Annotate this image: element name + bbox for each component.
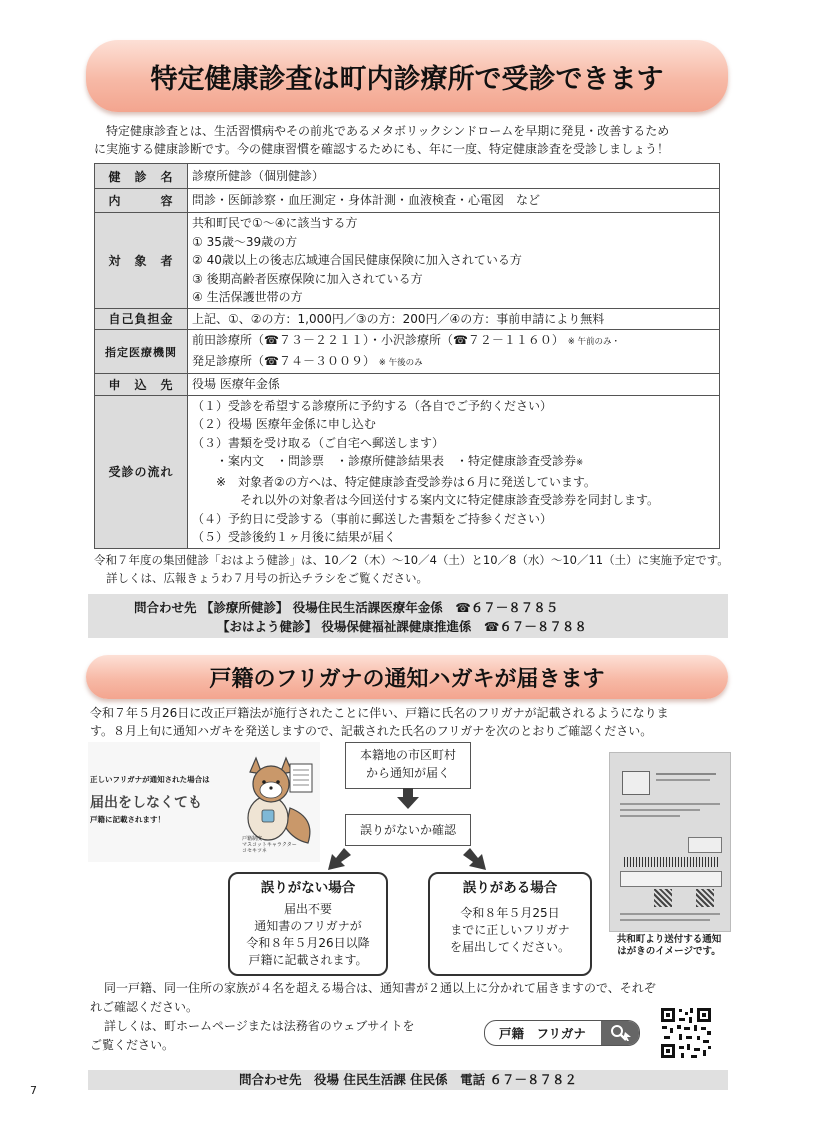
search-button[interactable] (601, 1021, 639, 1045)
section1-banner (86, 40, 728, 112)
flow-line: それ以外の対象者は今回送付する案内文に特定健康診査受診券を同封します。 (192, 493, 660, 507)
qr-code-graphic (659, 1006, 713, 1060)
mascot-name1: 戸籍制度 (242, 836, 263, 842)
section1-intro (94, 122, 734, 158)
flow-line: ※ 対象者②の方へは、特定健康診査受診券は６月に発送しています。 (192, 474, 596, 489)
qr-code-icon (654, 889, 672, 907)
flow-line: （１）受診を希望する診療所に予約する（各自でご予約ください） (192, 398, 553, 413)
fox-mascot-icon (228, 748, 318, 848)
qr-code-icon[interactable] (659, 1006, 713, 1060)
note-line1: 令和７年度の集団健診「おはよう健診」は、10／2（木）～10／4（土）と10／8（水）～10／11（土）に実施予定です。 (94, 553, 729, 567)
cost-value: 上記、①、②の方：1,000円／③の方：200円／④の方：事前申請により無料 (188, 308, 720, 330)
flow-line: （５）受診後約１ヶ月後に結果が届く (192, 530, 397, 544)
clinic-label: 指定医療機関 (95, 330, 188, 374)
target-line: 共和町民で①～④に該当する方 (192, 216, 358, 230)
qr-code-icon (696, 889, 714, 907)
flow-ok-line: 戸籍に記載されます。 (248, 953, 368, 967)
arrow-down-left-icon (326, 848, 352, 872)
flow-ng-line: を届出してください。 (449, 940, 570, 954)
section2-intro-line1: 令和７年５月26日に改正戸籍法が施行されたことに伴い、戸籍に氏名のフリガナが記載されるようになりま (90, 706, 669, 720)
outro-line4: ご覧ください。 (90, 1038, 175, 1052)
mascot-caption2: 届出をしなくても (90, 795, 202, 811)
flow-step1-line2: から通知が届く (365, 766, 450, 780)
flow-ng-title: 誤りがある場合 (462, 880, 558, 896)
postcard-caption2: はがきのイメージです。 (617, 946, 721, 957)
clinic-line1-note: ※ 午前のみ・ (567, 337, 621, 347)
flow-ok-line: 通知書のフリガナが (254, 919, 362, 933)
flow-value (188, 395, 720, 548)
content-label: 内 容 (95, 189, 188, 213)
flow-line: （２）役場 医療年金係に申し込む (192, 417, 376, 431)
postcard-caption (604, 934, 734, 958)
flow-ok-line: 令和８年５月26日以降 (246, 936, 370, 950)
flow-ng-line: 令和８年５月25日 (460, 906, 560, 920)
flow-line: （４）予約日に受診する（事前に郵送した書類をご持参ください） (192, 511, 553, 526)
postcard-image (609, 752, 731, 932)
outro-line3: 詳しくは、町ホームページまたは法務省のウェブサイトを (104, 1019, 415, 1033)
section1-intro-line1: 特定健康診査とは、生活習慣病やその前兆であるメタボリックシンドロームを早期に発見・改善するため (106, 124, 670, 138)
flow-line (192, 452, 715, 473)
section2-contact (88, 1070, 728, 1090)
target-value (188, 213, 720, 309)
clinic-line2: 発足診療所（☎７４－３００９） (192, 353, 375, 368)
mascot-name3: コセキツネ (242, 848, 267, 854)
flow-small-mark: ※ (576, 458, 584, 468)
clinic-line2-note: ※ 午後のみ (378, 357, 423, 368)
flow-label: 受診の流れ (95, 395, 188, 548)
apply-value: 役場 医療年金係 (188, 374, 720, 396)
note-line2: 詳しくは、広報きょうわ７月号の折込チラシをご覧ください。 (106, 571, 428, 585)
target-line: ③ 後期高齢者医療保険に加入されている方 (192, 271, 423, 286)
mascot-name2: マスコットキャラクター (242, 842, 297, 848)
mascot-panel (88, 742, 320, 862)
content-value: 問診・医師診察・血圧測定・身体計測・血液検査・心電図 など (188, 189, 720, 213)
section1-title: 特定健康診査は町内診療所で受診できます (150, 63, 664, 95)
page-number: 7 (30, 1084, 37, 1097)
section1-note (94, 551, 734, 587)
clinic-line1: 前田診療所（☎７３－２２１１）・小沢診療所（☎７２－１１６０） (192, 333, 564, 347)
flow-ok-title: 誤りがない場合 (260, 880, 356, 896)
contact-line1: 問合わせ先 【診療所健診】 役場住民生活課医療年金係 ☎６７－８７８５ (134, 600, 559, 615)
flow-step1-box (345, 742, 471, 789)
clinic-value (188, 330, 720, 374)
flow-ok-box (228, 872, 388, 976)
target-label: 対 象 者 (95, 213, 188, 309)
mascot-caption3: 戸籍に記載されます！ (90, 815, 165, 824)
flow-docs: ・案内文 ・問診票 ・診療所健診結果表 ・特定健康診査受診券 (192, 454, 577, 468)
section2-banner (86, 655, 728, 699)
target-line: ④ 生活保護世帯の方 (192, 290, 303, 304)
target-line: ② 40歳以上の後志広域連合国民健康保険に加入されている方 (192, 253, 522, 267)
search-label: 戸籍 フリガナ (499, 1026, 586, 1041)
search-box[interactable] (484, 1020, 640, 1046)
flow-step2-box (345, 814, 471, 846)
arrow-down-icon (396, 788, 420, 810)
barcode-icon (624, 857, 720, 867)
exam-info-table (94, 163, 720, 549)
section1-contact (88, 594, 728, 638)
flow-ok-line: 届出不要 (283, 902, 332, 916)
section2-contact-text: 問合わせ先 役場 住民生活課 住民係 電話 ６７－８７８２ (238, 1072, 578, 1087)
mascot-caption1: 正しいフリガナが通知された場合は (90, 775, 210, 784)
flow-line: （３）書類を受け取る（ご自宅へ郵送します） (192, 435, 445, 450)
exam-name-value: 診療所健診（個別健診） (188, 164, 720, 189)
section2-intro-line2: す。８月上旬に通知ハガキを発送しますので、記載された氏名のフリガナを次のとおりご確認ください。 (90, 724, 653, 738)
flow-step2-text: 誤りがないか確認 (359, 823, 456, 837)
cost-label: 自己負担金 (95, 308, 188, 330)
outro-line1: 同一戸籍、同一住所の家族が４名を超える場合は、通知書が２通以上に分かれて届きますので、それぞ (104, 981, 656, 995)
flow-ng-line: までに正しいフリガナ (450, 923, 570, 937)
postcard-caption1: 共和町より送付する通知 (616, 934, 722, 945)
flow-ng-box (428, 872, 592, 976)
postage-mark-icon (622, 771, 650, 795)
arrow-down-right-icon (462, 848, 488, 872)
flow-step1-line1: 本籍地の市区町村 (359, 748, 456, 762)
section2-intro (90, 704, 732, 740)
apply-label: 申 込 先 (95, 374, 188, 396)
mascot-name (242, 836, 297, 854)
section2-title: 戸籍のフリガナの通知ハガキが届きます (209, 666, 605, 692)
target-line: ① 35歳～39歳の方 (192, 234, 298, 249)
outro-line2: れご確認ください。 (90, 1000, 199, 1014)
section1-intro-line2: に実施する健康診断です。今の健康習慣を確認するためにも、年に一度、特定健康診査を受診しましょう！ (94, 142, 670, 156)
search-icon (609, 1024, 633, 1042)
contact-line2: 【おはよう健診】 役場保健福祉課健康推進係 ☎６７－８７８８ (217, 619, 587, 634)
exam-name-label: 健 診 名 (95, 164, 188, 189)
